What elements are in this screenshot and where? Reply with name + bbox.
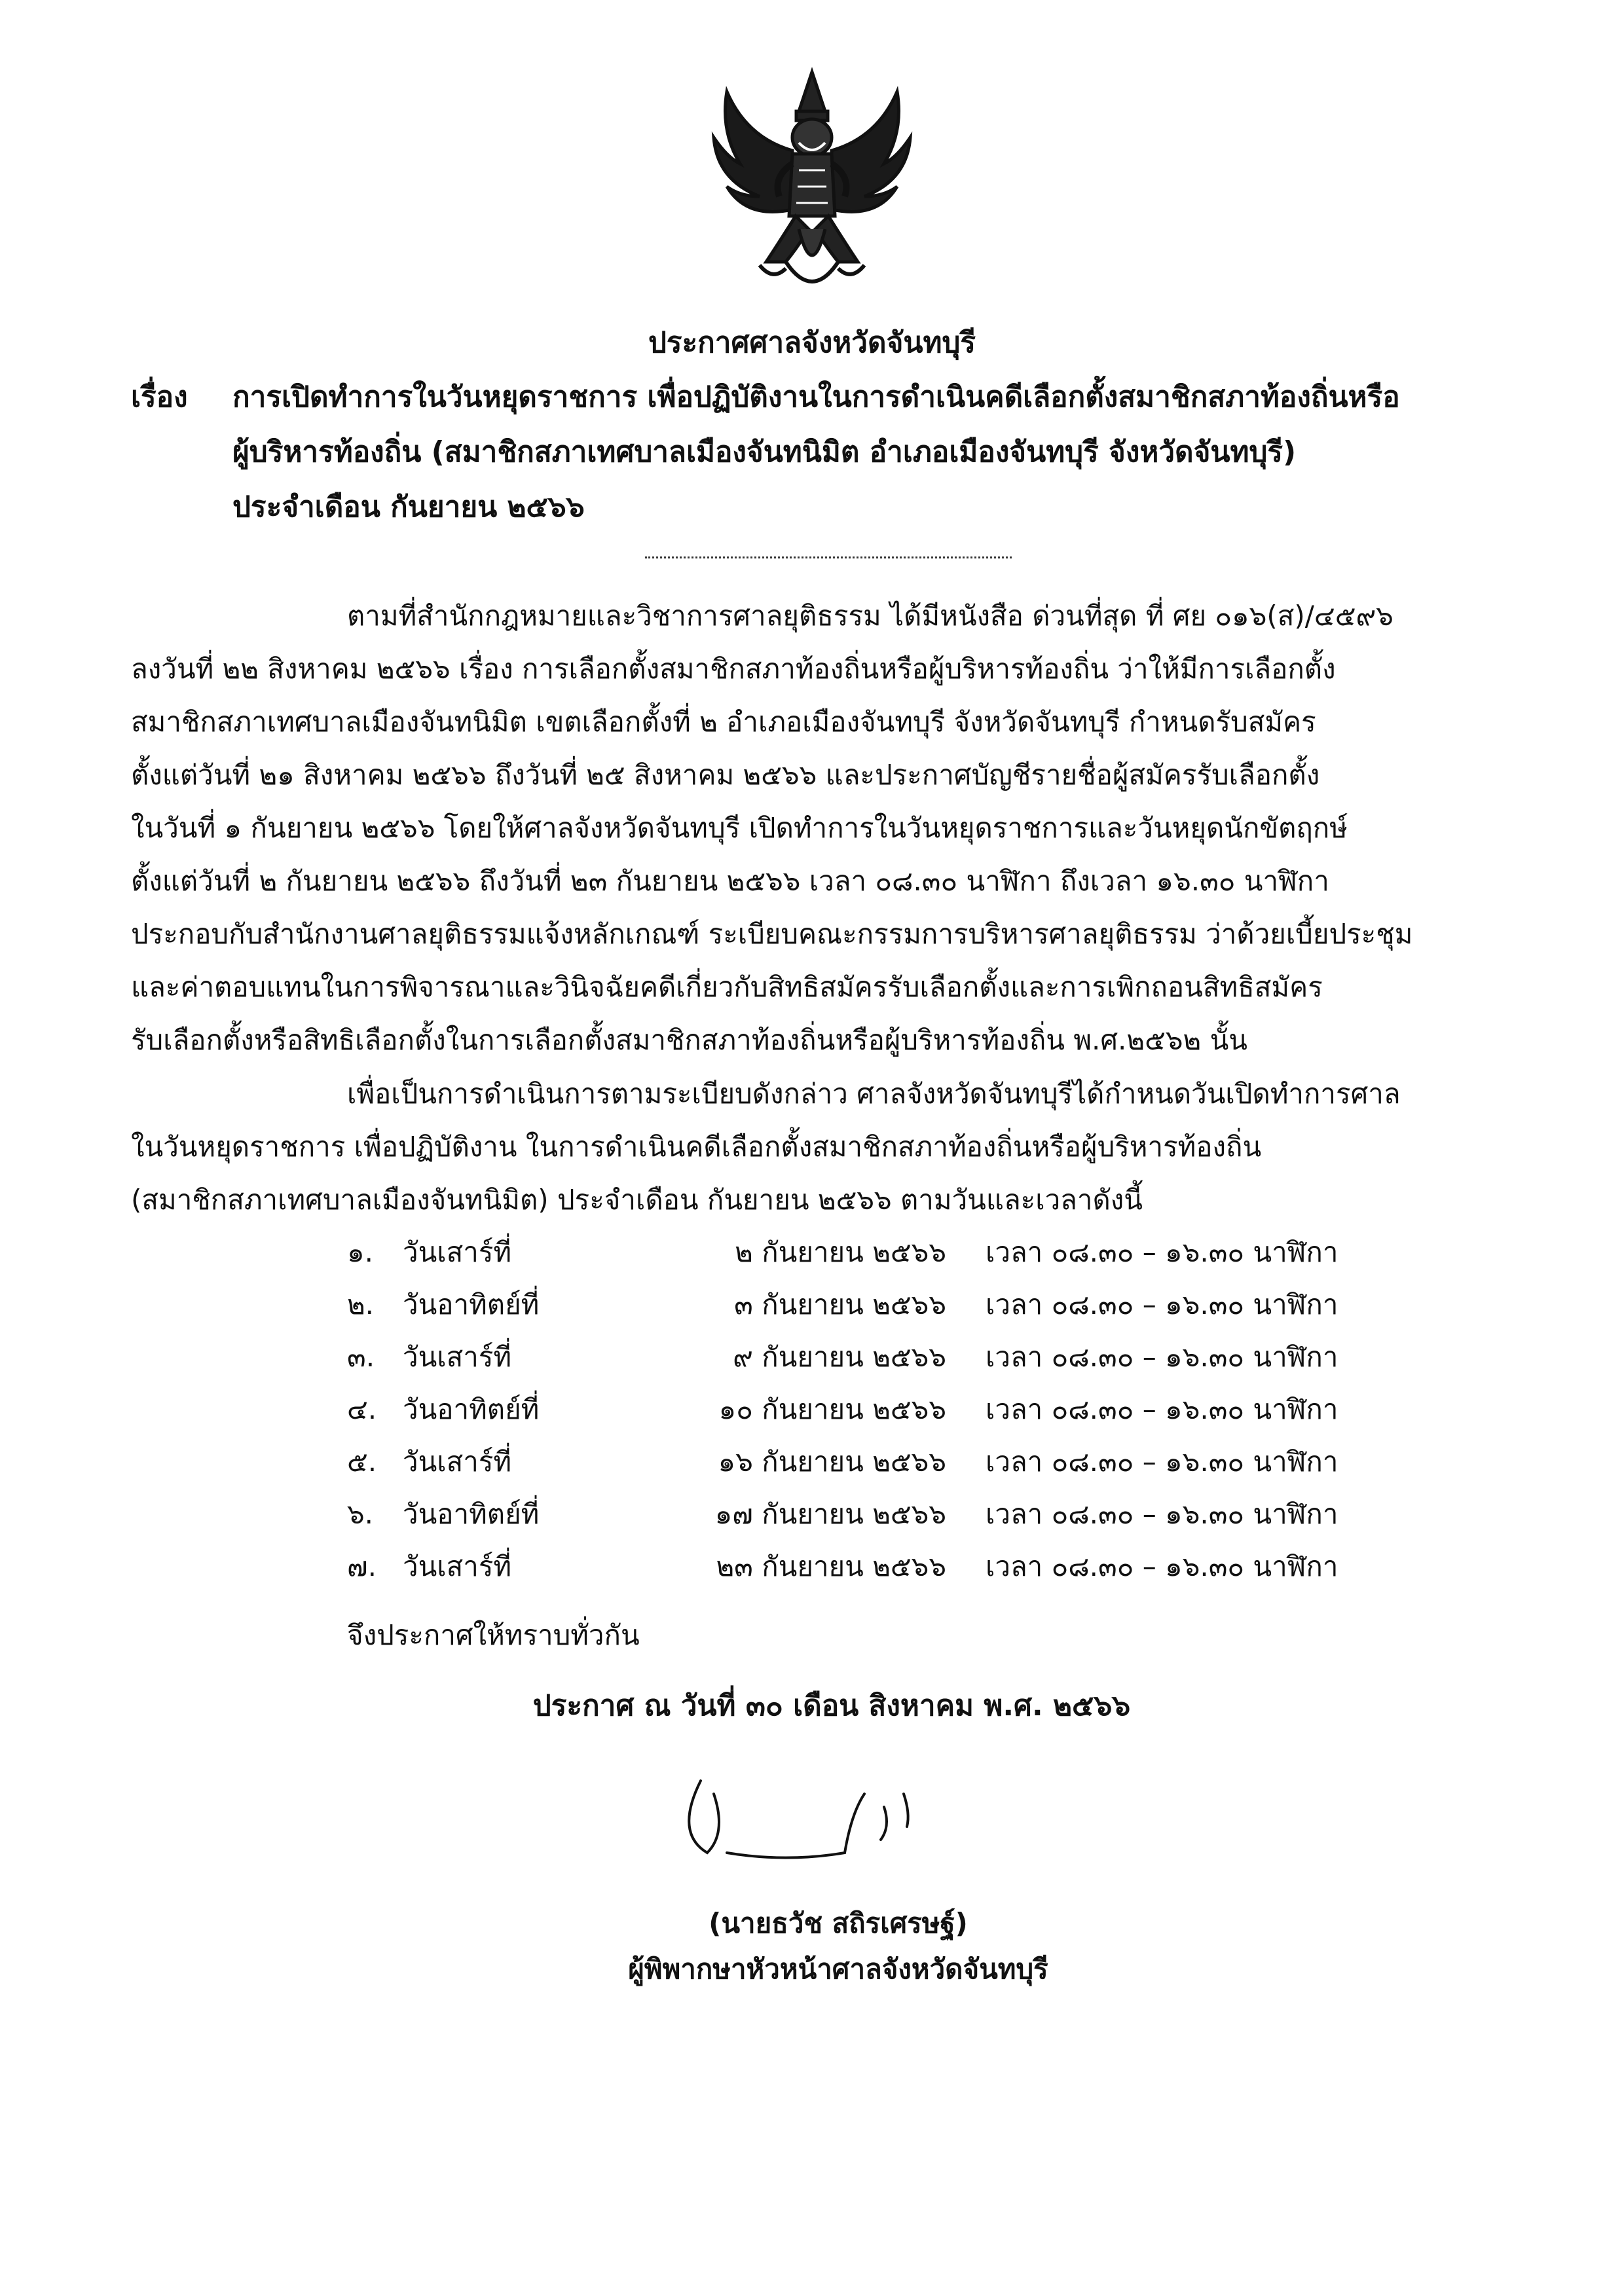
dotted-divider — [645, 556, 1012, 558]
subject-line-2: ผู้บริหารท้องถิ่น (สมาชิกสภาเทศบาลเมืองจันทนิมิต อำเภอเมืองจันทบุรี จังหวัดจันทบุรี) — [232, 435, 1297, 469]
schedule-time: เวลา ๐๘.๓๐ – ๑๖.๓๐ นาฬิกา — [986, 1341, 1338, 1373]
schedule-date: ๑๐ กันยายน ๒๕๖๖ — [718, 1393, 946, 1425]
paragraph-line: ตั้งแต่วันที่ ๒๑ สิงหาคม ๒๕๖๖ ถึงวันที่ ๒๕ สิงหาคม ๒๕๖๖ และประกาศบัญชีรายชื่อผู้สมัครรับเลือกตั้ง — [131, 759, 1320, 791]
schedule-time: เวลา ๐๘.๓๐ – ๑๖.๓๐ นาฬิกา — [986, 1288, 1338, 1321]
announcement-date: ประกาศ ณ วันที่ ๓๐ เดือน สิงหาคม พ.ศ. ๒๕๖๖ — [532, 1689, 1131, 1722]
schedule-number: ๗. — [347, 1550, 377, 1582]
schedule-number: ๕. — [347, 1446, 377, 1478]
schedule-date: ๙ กันยายน ๒๕๖๖ — [733, 1341, 946, 1373]
schedule-time: เวลา ๐๘.๓๐ – ๑๖.๓๐ นาฬิกา — [986, 1393, 1338, 1425]
body-paragraph-1 — [131, 589, 1493, 1066]
paragraph-line: รับเลือกตั้งหรือสิทธิเลือกตั้งในการเลือกตั้งสมาชิกสภาท้องถิ่นหรือผู้บริหารท้องถิ่น พ.ศ.๒๕๖๒ นั้น — [131, 1024, 1247, 1056]
schedule-number: ๓. — [347, 1341, 375, 1373]
paragraph-line: (สมาชิกสภาเทศบาลเมืองจันทนิมิต) ประจำเดือน กันยายน ๒๕๖๖ ตามวันและเวลาดังนี้ — [131, 1184, 1143, 1216]
schedule-time: เวลา ๐๘.๓๐ – ๑๖.๓๐ นาฬิกา — [986, 1498, 1338, 1530]
schedule-day: วันเสาร์ที่ — [403, 1341, 512, 1373]
subject-line-3: ประจำเดือน กันยายน ๒๕๖๖ — [232, 490, 585, 524]
schedule-date: ๒ กันยายน ๒๕๖๖ — [735, 1236, 946, 1268]
schedule-date: ๓ กันยายน ๒๕๖๖ — [734, 1288, 946, 1321]
schedule-number: ๒. — [347, 1288, 375, 1321]
schedule-time: เวลา ๐๘.๓๐ – ๑๖.๓๐ นาฬิกา — [986, 1446, 1338, 1478]
schedule-date: ๑๗ กันยายน ๒๕๖๖ — [714, 1498, 946, 1530]
schedule-day: วันเสาร์ที่ — [403, 1446, 512, 1478]
signature-image — [655, 1755, 982, 1886]
signer-position: ผู้พิพากษาหัวหน้าศาลจังหวัดจันทบุรี — [628, 1953, 1048, 1985]
schedule-number: ๑. — [347, 1236, 374, 1268]
paragraph-line: ตามที่สำนักกฎหมายและวิชาการศาลยุติธรรม ได้มีหนังสือ ด่วนที่สุด ที่ ศย ๐๑๖(ส)/๔๕๙๖ — [347, 600, 1393, 632]
schedule-day: วันอาทิตย์ที่ — [403, 1288, 540, 1321]
schedule-date: ๒๓ กันยายน ๒๕๖๖ — [716, 1550, 946, 1582]
subject-line-1: การเปิดทำการในวันหยุดราชการ เพื่อปฏิบัติงานในการดำเนินคดีเลือกตั้งสมาชิกสภาท้องถิ่นหรือ — [232, 380, 1400, 414]
schedule-day: วันเสาร์ที่ — [403, 1550, 512, 1582]
schedule-day: วันอาทิตย์ที่ — [403, 1393, 540, 1425]
paragraph-line: เพื่อเป็นการดำเนินการตามระเบียบดังกล่าว ศาลจังหวัดจันทบุรีได้กำหนดวันเปิดทำการศาล — [347, 1078, 1401, 1110]
signer-name: (นายธวัช สถิรเศรษฐ์) — [709, 1907, 968, 1939]
document-title: ประกาศศาลจังหวัดจันทบุรี — [648, 326, 976, 359]
schedule-time: เวลา ๐๘.๓๐ – ๑๖.๓๐ นาฬิกา — [986, 1550, 1338, 1582]
garuda-emblem-icon — [701, 65, 923, 308]
paragraph-line: ในวันหยุดราชการ เพื่อปฏิบัติงาน ในการดำเนินคดีเลือกตั้งสมาชิกสภาท้องถิ่นหรือผู้บริหารท้องถิ่น — [131, 1131, 1262, 1163]
schedule-number: ๔. — [347, 1393, 377, 1425]
paragraph-line: ในวันที่ ๑ กันยายน ๒๕๖๖ โดยให้ศาลจังหวัดจันทบุรี เปิดทำการในวันหยุดราชการและวันหยุดนักขัตฤกษ์ — [131, 812, 1348, 844]
subject-block — [131, 370, 1513, 535]
closing-statement: จึงประกาศให้ทราบทั่วกัน — [347, 1619, 640, 1651]
schedule-day: วันอาทิตย์ที่ — [403, 1498, 540, 1530]
paragraph-line: ลงวันที่ ๒๒ สิงหาคม ๒๕๖๖ เรื่อง การเลือกตั้งสมาชิกสภาท้องถิ่นหรือผู้บริหารท้องถิ่น ว่าให้มีการเลือกตั้ง — [131, 653, 1336, 685]
paragraph-line: และค่าตอบแทนในการพิจารณาและวินิจฉัยคดีเกี่ยวกับสิทธิสมัครรับเลือกตั้งและการเพิกถอนสิทธิสมัคร — [131, 971, 1323, 1003]
schedule-time: เวลา ๐๘.๓๐ – ๑๖.๓๐ นาฬิกา — [986, 1236, 1338, 1268]
schedule-day: วันเสาร์ที่ — [403, 1236, 512, 1268]
schedule-date: ๑๖ กันยายน ๒๕๖๖ — [718, 1446, 946, 1478]
paragraph-line: สมาชิกสภาเทศบาลเมืองจันทนิมิต เขตเลือกตั้งที่ ๒ อำเภอเมืองจันทบุรี จังหวัดจันทบุรี กำหนดรับสมัคร — [131, 706, 1316, 738]
paragraph-line: ตั้งแต่วันที่ ๒ กันยายน ๒๕๖๖ ถึงวันที่ ๒๓ กันยายน ๒๕๖๖ เวลา ๐๘.๓๐ นาฬิกา ถึงเวลา ๑๖.๓๐ นาฬิกา — [131, 865, 1329, 897]
paragraph-line: ประกอบกับสำนักงานศาลยุติธรรมแจ้งหลักเกณฑ์ ระเบียบคณะกรรมการบริหารศาลยุติธรรม ว่าด้วยเบี้ยประชุม — [131, 918, 1413, 950]
body-paragraph-2 — [131, 1067, 1493, 1226]
schedule-number: ๖. — [347, 1498, 374, 1530]
subject-label: เรื่อง — [131, 380, 188, 414]
